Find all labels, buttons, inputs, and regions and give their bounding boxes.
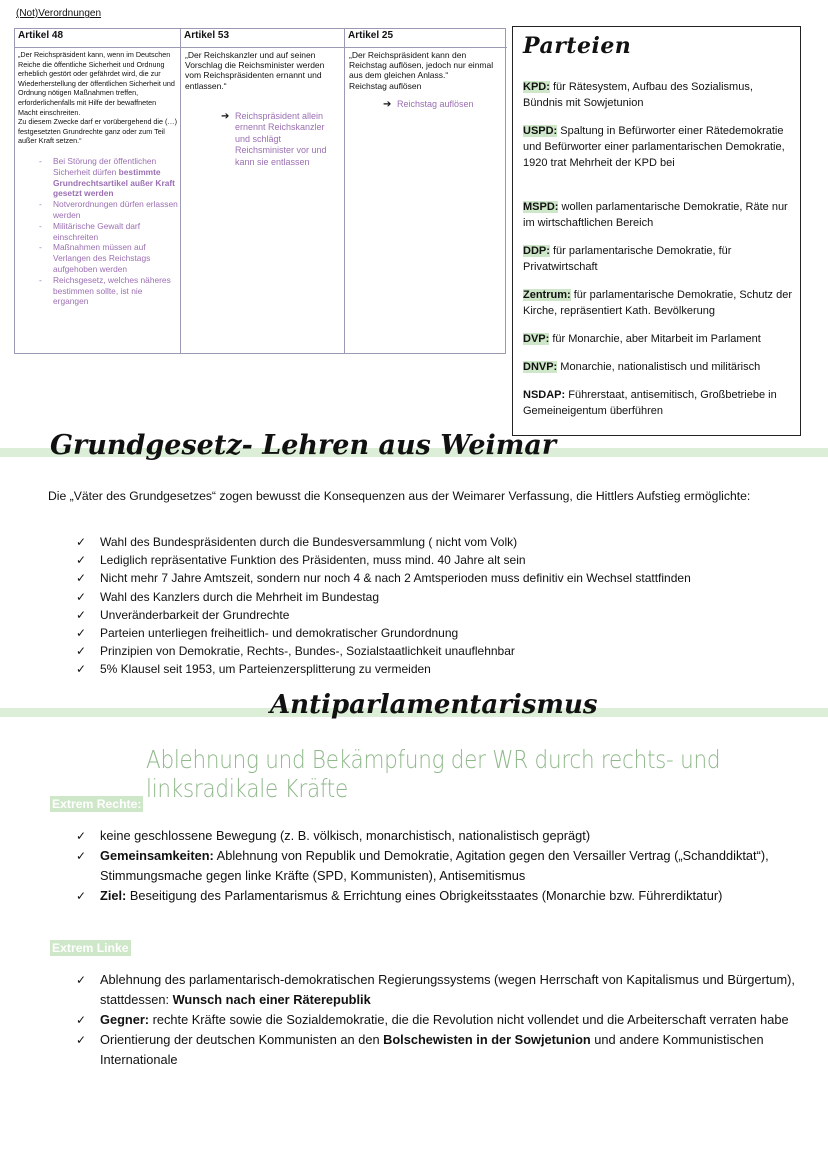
- party-item: [523, 123, 793, 171]
- parteien-box: [512, 26, 801, 436]
- party-tag: USPD:: [523, 125, 558, 137]
- grundgesetz-checklist: [76, 533, 796, 679]
- party-text: wollen parlamentarische Demokratie, Räte nur im wirtschaftlichen Bereich: [523, 201, 788, 229]
- item-text: Beseitigung des Parlamentarismus & Errichtung eines Obrigkeitsstaates (Monarchie bzw. Führerdiktatur): [126, 888, 723, 903]
- quote-text: Zu diesem Zwecke darf er vorübergehend die (…) festgesetzten Grundrechte ganz oder zum Teil außer Kraft setzen.“: [18, 117, 177, 146]
- rechte-checklist: [76, 826, 796, 906]
- party-text: für Monarchie, aber Mitarbeit im Parlament: [549, 333, 761, 345]
- party-item: [523, 243, 793, 275]
- list-item: ✓ Lediglich repräsentative Funktion des Präsidenten, muss mind. 40 Jahre alt sein: [76, 551, 796, 569]
- list-item: [53, 156, 180, 199]
- list-item: - Reichsgesetz, welches näheres bestimmen sollte, ist nie ergangen: [53, 275, 180, 307]
- list-item: [76, 1010, 796, 1030]
- article-quote: [345, 48, 507, 93]
- column-header: Artikel 53: [181, 29, 344, 48]
- party-text: für parlamentarische Demokratie, Schutz der Kirche, repräsentiert Kath. Bevölkerung: [523, 289, 792, 317]
- item-text: und andere Kommunistischen Internationale: [100, 1032, 764, 1067]
- party-tag: DNVP:: [523, 361, 558, 373]
- quote-text: Reichstag auflösen: [349, 80, 422, 91]
- list-item: [76, 1030, 796, 1070]
- articles-table: [14, 28, 506, 354]
- party-tag: DVP:: [523, 333, 550, 345]
- list-item: ✓ Wahl des Bundespräsidenten durch die Bundesversammlung ( nicht vom Volk): [76, 533, 796, 551]
- party-item: [523, 359, 793, 375]
- article-quote: „Der Reichskanzler und auf seinen Vorschlag die Reichsminister werden vom Reichspräsidenten ernannt und entlassen.“: [185, 50, 325, 91]
- party-tag: NSDAP:: [523, 389, 566, 401]
- party-tag: Zentrum:: [523, 289, 571, 301]
- label-extrem-rechte: Extrem Rechte:: [52, 797, 142, 811]
- article-conclusion: [383, 99, 507, 110]
- item-bold: Wunsch nach einer Räterepublik: [172, 992, 371, 1007]
- column-artikel-25: [344, 29, 507, 353]
- article-notes: [15, 156, 180, 307]
- party-tag: KPD:: [523, 81, 550, 93]
- party-text: Führerstaat, antisemitisch, Großbetriebe in Gemeineigentum überführen: [523, 389, 777, 417]
- arrow-right-icon: ➔: [383, 98, 392, 110]
- column-header: Artikel 48: [15, 29, 180, 48]
- quote-text: „Der Reichspräsident kann den Reichstag auflösen, jedoch nur einmal aus dem gleichen Anlass.“: [349, 50, 494, 81]
- party-item: [523, 199, 793, 231]
- article-quote: [15, 48, 180, 148]
- party-item: [523, 387, 793, 419]
- conclusion-text: Reichstag auflösen: [397, 98, 474, 109]
- list-item: ✓ keine geschlossene Bewegung (z. B. völkisch, monarchistisch, nationalistisch geprägt): [76, 826, 796, 846]
- column-header: Artikel 25: [345, 29, 507, 48]
- party-text: Spaltung in Befürworter einer Rätedemokratie und Befürworter einer parlamentarischen Demokratie, 1920 trat Mehrheit der KPD bei: [523, 125, 785, 169]
- list-item: [76, 970, 796, 1010]
- list-item: - Maßnahmen müssen auf Verlangen des Reichstags aufgehoben werden: [53, 242, 180, 274]
- item-text: Orientierung der deutschen Kommunisten an den: [100, 1032, 384, 1047]
- party-item: [523, 331, 793, 347]
- list-item: ✓ Prinzipien von Demokratie, Rechts-, Bundes-, Sozialstaatlichkeit unauflehnbar: [76, 642, 796, 660]
- linke-checklist: [76, 970, 796, 1070]
- list-item: [76, 846, 796, 886]
- anti-subheading: Ablehnung und Bekämpfung der WR durch rechts- und linksradikale Kräfte: [146, 745, 721, 803]
- item-text: Ablehnung des parlamentarisch-demokratischen Regierungssystems (wegen Herrschaft von Kapitalismus und Bürgertum), stattdessen:: [100, 972, 795, 1007]
- list-item: - Militärische Gewalt darf einschreiten: [53, 221, 180, 243]
- list-item: ✓ Unveränderbarkeit der Grundrechte: [76, 606, 796, 624]
- list-item: - Notverordnungen dürfen erlassen werden: [53, 199, 180, 221]
- list-item: ✓ Wahl des Kanzlers durch die Mehrheit im Bundestag: [76, 588, 796, 606]
- item-text: rechte Kräfte sowie die Sozialdemokratie, die die Revolution nicht vollendet und die Arbeiterschaft verraten habe: [149, 1012, 789, 1027]
- list-item: [76, 886, 796, 906]
- party-text: für parlamentarische Demokratie, für Privatwirtschaft: [523, 245, 732, 273]
- item-bold: Ziel:: [100, 888, 127, 903]
- heading-antiparlamentarismus: Antiparlamentarismus: [270, 690, 598, 720]
- quote-text: „Der Reichspräsident kann, wenn im Deutschen Reiche die öffentliche Sicherheit und Ordnung erheblich gestört oder gefährdet wird, die zur Wiederherstellung der öffentlichen Sicherheit und Ordnung nötigen Maßnahmen treffen, erforderlichenfalls mit Hilfe der bewaffneten Macht einschreiten.: [18, 50, 175, 117]
- section-title-notverordnungen: (Not)Verordnungen: [16, 8, 102, 19]
- item-bold: Bolschewisten in der Sowjetunion: [383, 1032, 591, 1047]
- note-text: Bei Störung der öffentlichen Sicherheit dürfen: [53, 155, 157, 177]
- party-item: [523, 79, 793, 111]
- party-text: Monarchie, nationalistisch und militärisch: [557, 361, 761, 373]
- item-bold: Gegner:: [100, 1012, 150, 1027]
- column-artikel-48: [15, 29, 180, 353]
- arrow-right-icon: ➔: [221, 110, 230, 122]
- list-item: ✓ 5% Klausel seit 1953, um Parteienzersplitterung zu vermeiden: [76, 660, 796, 678]
- conclusion-text: Reichspräsident allein ernennt Reichskanzler und schlägt Reichsminister vor und kann sie entlassen: [235, 110, 327, 167]
- column-artikel-53: [180, 29, 344, 353]
- parteien-title: Parteien: [523, 33, 632, 59]
- list-item: ✓ Nicht mehr 7 Jahre Amtszeit, sondern nur noch 4 & nach 2 Amtsperioden muss definitiv ein Wechsel stattfinden: [76, 569, 796, 587]
- party-text: für Rätesystem, Aufbau des Sozialismus, Bündnis mit Sowjetunion: [523, 81, 753, 109]
- party-tag: MSPD:: [523, 201, 559, 213]
- grundgesetz-intro: Die „Väter des Grundgesetzes“ zogen bewusst die Konsequenzen aus der Weimarer Verfassung, die Hittlers Aufstieg ermöglichte:: [48, 489, 751, 503]
- list-item: ✓ Parteien unterliegen freiheitlich- und demokratischer Grundordnung: [76, 624, 796, 642]
- article-conclusion: [221, 111, 344, 169]
- heading-grundgesetz: Grundgesetz- Lehren aus Weimar: [50, 430, 557, 461]
- item-text: Ablehnung von Republik und Demokratie, Agitation gegen den Versailler Vertrag („Schanddiktat“), Stimmungsmache gegen linke Kräfte (SPD, Kommunisten), Antisemitismus: [100, 848, 769, 883]
- party-item: [523, 287, 793, 319]
- note-bold: bestimmte Grundrechtsartikel außer Kraft gesetzt werden: [53, 166, 175, 199]
- party-tag: DDP:: [523, 245, 550, 257]
- label-extrem-linke: Extrem Linke: [52, 941, 129, 955]
- item-bold: Gemeinsamkeiten:: [100, 848, 214, 863]
